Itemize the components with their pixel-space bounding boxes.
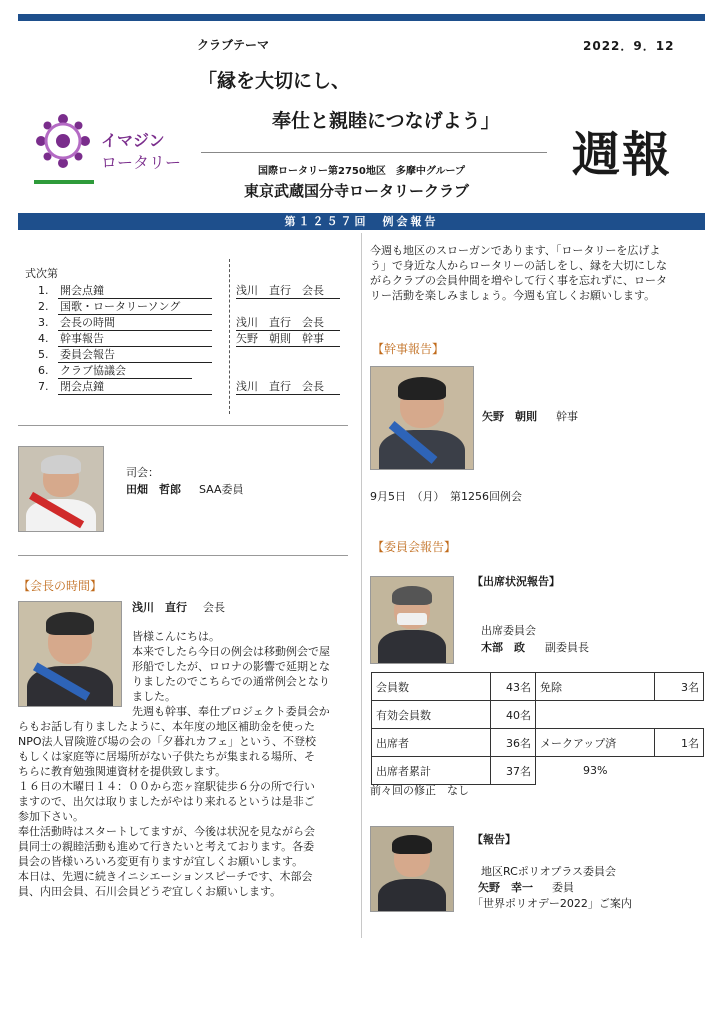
club-theme-label: クラブテーマ [197,38,270,52]
weekly-report-title: 週報 [572,127,673,183]
order-dashed-divider [229,259,230,414]
mc-photo [18,446,104,532]
table-row: 会員数 43名 免除 3名 [372,673,704,701]
committee-name: 出席委員会 [481,624,536,637]
president-speech-continued: 今週も地区のスローガンであります、「ロータリーを広げよ う」で身近な人からロータリーの話しをし、縁を大切にしな がらクラブの会員仲間を増やして行く事を忘れずに、ロータ リー活動を楽しみましょう。今週も宜しくお願いします。 [370,244,667,302]
order-item: 7. 閉会点鐘 [38,378,212,395]
top-accent-bar [18,14,705,21]
mc-name: 田畑 哲郎 [126,483,181,496]
table-row: 有効会員数 40名 [372,701,704,729]
report-person-name: 矢野 幸一 [478,881,533,894]
president-name: 浅川 直行 [132,601,187,614]
secretary-photo [370,366,474,470]
section-divider [18,425,348,426]
secretary-heading: 【幹事報告】 [372,342,445,356]
secretary-role: 幹事 [556,410,578,423]
order-title: 式次第 [25,267,58,280]
order-item: 3. 会長の時間 [38,314,212,331]
issue-date: 2022．9．12 [583,39,675,53]
president-photo [18,601,122,707]
secretary-name: 矢野 朝則 [482,410,537,423]
order-person: 浅川 直行 会長 [236,314,340,331]
president-speech-body: らもお話し有りましたように、本年度の地区補助金を使った NPO法人冒険遊び場の会の「夕暮れカフェ」という、不登校 もしくは家庭等に居場所がない子供たちが集まれる場所、そ ちらに教育勉強関連資材を提供致します。 １６日の木曜日１４：００から恋ヶ窪駅徒歩６分の所で行い ますので、出欠は取りましたがやはり来れるというは是非ご 参加下さい。 奉仕活動時はスタートしてますが、今後は状況を見ながら会 員同士の親睦活動も進めて行きたいと考えております。各委 員会の皆様いろいろ変更有りますが宜しくお願いします。 本日は、先週に続きイニシエーションスピーチです、木部会 員、内田会員、石川会員どうぞ宜しくお願いします。 [18,720,316,898]
order-item: 2. 国歌・ロータリーソング [38,298,212,315]
report-person-role: 委員 [552,881,574,894]
slogan-line-1: 「縁を大切にし、 [198,70,351,92]
order-item: 5. 委員会報告 [38,346,212,363]
club-name: 東京武蔵国分寺ロータリークラブ [244,182,470,200]
logo-underline [34,180,94,184]
table-row: 出席者 36名 メークアップ済 1名 [372,729,704,757]
attendance-correction: 前々回の修正 なし [370,784,469,797]
order-item: 6. クラブ協議会 [38,362,192,379]
order-person: 矢野 朝則 幹事 [236,330,340,347]
table-row: 出席者累計 37名 93% [372,757,704,785]
order-person: 浅川 直行 会長 [236,282,340,299]
report-photo [370,826,454,912]
column-divider [361,233,362,938]
president-heading: 【会長の時間】 [18,579,103,593]
attendance-table [371,672,704,785]
attendance-subheading: 【出席状況報告】 [472,575,560,588]
report-topic: 「世界ポリオデー2022」ご案内 [472,897,632,910]
section-divider [18,555,348,556]
president-role: 会長 [203,601,225,614]
mc-label: 司会： [126,466,159,479]
committee-person-role: 副委員長 [545,641,589,654]
secretary-note: 9月5日 （月） 第1256回例会 [370,490,522,503]
committee-photo [370,576,454,664]
mc-role: SAA委員 [199,483,244,496]
meeting-title-bar: 第１２５７回 例会報告 [18,213,705,230]
order-item: 4. 幹事報告 [38,330,212,347]
logo-text-rotary: ロータリー [101,153,182,172]
slogan-line-2: 奉仕と親睦につなげよう」 [272,110,500,132]
report-committee: 地区RCポリオプラス委員会 [481,865,617,878]
logo-text-imagine: イマジン [101,131,165,150]
header-divider [201,152,547,153]
order-item: 1. 開会点鐘 [38,282,212,299]
committee-person-name: 木部 政 [481,641,525,654]
report-heading: 【報告】 [472,833,516,846]
order-person: 浅川 直行 会長 [236,378,340,395]
imagine-rotary-logo-icon [34,112,92,170]
district-label: 国際ロータリー第2750地区 多摩中グループ [258,166,466,177]
committee-heading: 【委員会報告】 [372,540,457,554]
president-speech-intro: 皆様こんにちは。 本来でしたら今日の例会は移動例会で屋 形船でしたが、ロロナの影響で延期とな りましたのでこちらでの通常例会となり ました。 先週も幹事、奉仕プロジェクト委員会か [132,630,330,718]
